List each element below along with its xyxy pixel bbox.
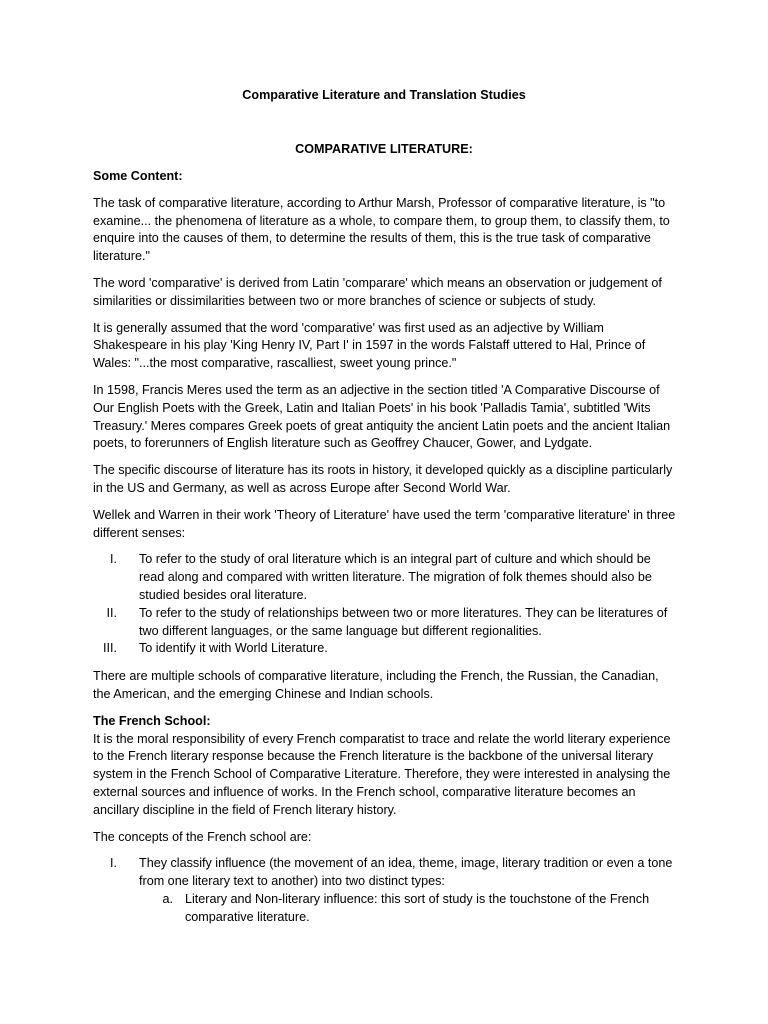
paragraph-shakespeare: It is generally assumed that the word 'comparative' was first used as an adjective by William Shakespeare in his play 'King Henry IV, Part I' in 1597 in the words Falstaff uttered to Hal, Prince of Wales: "...the most comparative, rascalliest, sweet young prince." xyxy=(93,320,646,371)
list-item-text: They classify influence (the movement of an idea, theme, image, literary tradition or even a tone from one literary text to another) into two distinct types: xyxy=(139,856,673,889)
paragraph-schools: There are multiple schools of comparative literature, including the French, the Russian, the Canadian, the American, and the emerging Chinese and Indian schools. xyxy=(93,669,659,701)
section-title: COMPARATIVE LITERATURE: xyxy=(295,142,473,156)
list-item xyxy=(93,640,676,658)
list-item xyxy=(93,551,676,604)
list-marker: a. xyxy=(162,891,173,906)
senses-list xyxy=(93,551,676,658)
document-body xyxy=(93,168,676,936)
list-marker: I. xyxy=(110,856,117,871)
list-item xyxy=(93,605,676,641)
concepts-list xyxy=(93,855,676,926)
paragraph-marsh: The task of comparative literature, according to Arthur Marsh, Professor of comparative literature, is "to examine... the phenomena of literature as a whole, to compare them, to group them, to classify them, to enquire into the causes of them, to determine the results of them, this is the true task of comparative literature." xyxy=(93,195,670,264)
list-item-text: To identify it with World Literature. xyxy=(139,641,328,656)
list-marker: II. xyxy=(106,605,117,620)
french-school-text: It is the moral responsibility of every French comparatist to trace and relate the world literary experience to the French literary response because the French literature is the backbone of the universal literary system in the French School of Comparative Literature. Therefore, they were interested in analysing the external sources and influence of works. In the French school, comparative literature becomes an ancillary discipline in the field of French literary history. xyxy=(93,731,671,817)
concepts-intro: The concepts of the French school are: xyxy=(93,829,312,844)
list-marker: I. xyxy=(110,552,117,567)
paragraph-meres: In 1598, Francis Meres used the term as an adjective in the section titled 'A Comparative Discourse of Our English Poets with the Greek, Latin and Italian Poets' in his book 'Palladis Tamia', subtitled 'Wits Treasury.' Meres compares Greek poets of great antiquity the ancient Latin poets and the ancient Italian poets, to forerunners of English literature such as Geoffrey Chaucer, Gower, and Lydgate. xyxy=(93,382,671,451)
list-item-text: To refer to the study of oral literature which is an integral part of culture and which should be read along and compared with written literature. The migration of folk themes should also be studied besides oral literature. xyxy=(139,552,652,602)
french-school-heading: The French School: xyxy=(93,713,211,728)
french-school-section xyxy=(93,713,676,820)
paragraph-etymology: The word 'comparative' is derived from Latin 'comparare' which means an observation or judgement of similarities or dissimilarities between two or more branches of science or subjects of study. xyxy=(93,275,662,308)
list-item-text: To refer to the study of relationships between two or more literatures. They can be literatures of two different languages, or the same language but different regionalities. xyxy=(139,605,668,638)
paragraph-wellek-warren: Wellek and Warren in their work 'Theory of Literature' have used the term 'comparative literature' in three different senses: xyxy=(93,507,676,540)
list-marker: III. xyxy=(103,641,117,656)
list-item xyxy=(93,855,676,926)
list-item xyxy=(139,891,676,927)
list-item-text: Literary and Non-literary influence: this sort of study is the touchstone of the French comparative literature. xyxy=(185,891,650,924)
document-title: Comparative Literature and Translation Studies xyxy=(242,88,526,102)
subheading-some-content: Some Content: xyxy=(93,169,183,183)
influence-types-list xyxy=(139,891,676,927)
paragraph-history: The specific discourse of literature has its roots in history, it developed quickly as a discipline particularly in the US and Germany, as well as across Europe after Second World War. xyxy=(93,463,673,495)
